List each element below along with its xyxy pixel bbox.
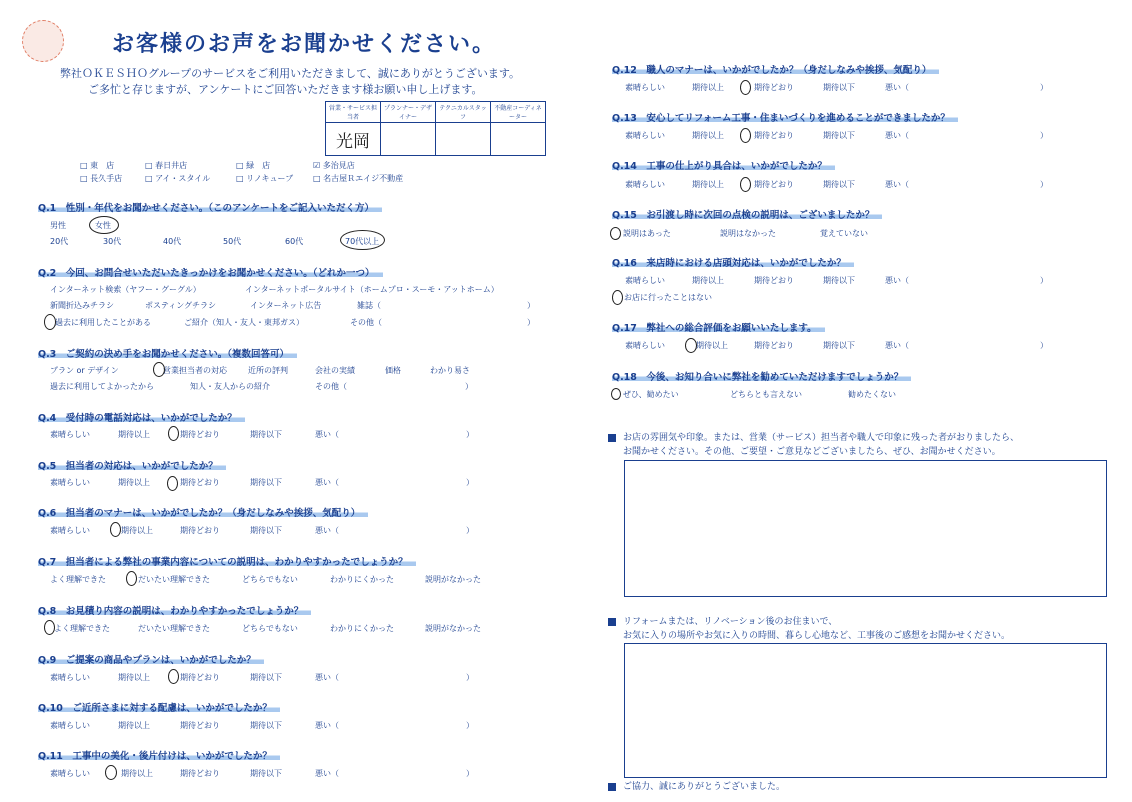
rating-option[interactable]: 素晴らしい xyxy=(50,526,90,535)
staff-cell-technical[interactable] xyxy=(436,123,491,156)
answer-circle-mark xyxy=(105,765,117,780)
q3-option[interactable]: プラン or デザイン xyxy=(50,366,119,375)
rating-paren-close: ） xyxy=(1040,341,1048,350)
rating-paren-close: ） xyxy=(466,430,474,439)
answer-circle-mark xyxy=(110,522,121,537)
staff-cell-sales[interactable] xyxy=(326,123,381,156)
rating-option[interactable]: 期待以上 xyxy=(692,276,724,285)
answer-circle-mark xyxy=(168,426,179,441)
question-3-label: Q.3 ご契約の決め手をお聞かせください。（複数回答可） xyxy=(38,346,297,360)
rating-option[interactable]: 期待以下 xyxy=(250,721,282,730)
q2-option[interactable]: インターネット広告 xyxy=(250,301,322,310)
rating-option[interactable]: 期待どおり xyxy=(180,721,220,730)
rating-option[interactable]: 期待どおり xyxy=(754,276,794,285)
store-option[interactable]: □ アイ・スタイル xyxy=(145,174,211,183)
rating-option[interactable]: 期待以上 xyxy=(696,341,728,350)
understand-option[interactable]: 説明がなかった xyxy=(425,575,481,584)
rating-option[interactable]: 悪い（ xyxy=(315,478,339,487)
staff-header-planner: プランナー・デザイナー xyxy=(381,102,436,123)
answer-circle-mark xyxy=(612,290,623,305)
rating-option[interactable]: 期待どおり xyxy=(754,131,794,140)
staff-header-technical: テクニカルスタッフ xyxy=(436,102,491,123)
footer-bullet xyxy=(608,783,616,791)
rating-paren-close: ） xyxy=(466,526,474,535)
question-5-label: Q.5 担当者の対応は、いかがでしたか？ xyxy=(38,458,226,472)
intro-line-1: 弊社ＯＫＥＳＨＯグループのサービスをご利用いただきまして、誠にありがとうございます。 xyxy=(60,67,521,80)
rating-option[interactable]: 素晴らしい xyxy=(625,83,665,92)
rating-option[interactable]: 悪い（ xyxy=(885,180,909,189)
answer-circle-mark xyxy=(89,216,119,234)
question-12-label: Q.12 職人のマナーは、いかがでしたか？（身だしなみや挨拶、気配り） xyxy=(612,62,939,76)
question-9-label: Q.9 ご提案の商品やプランは、いかがでしたか？ xyxy=(38,652,264,666)
rating-option[interactable]: 期待どおり xyxy=(180,673,220,682)
q2-paren-close: ） xyxy=(527,318,535,327)
section-2-text-2: お気に入りの場所やお気に入りの時間、暮らし心地など、工事後のご感想をお聞かせください。 xyxy=(623,631,1011,641)
q3-option[interactable]: 会社の実績 xyxy=(315,366,355,375)
q3-paren-close: ） xyxy=(465,382,473,391)
question-10-label: Q.10 ご近所さまに対する配慮は、いかがでしたか？ xyxy=(38,700,280,714)
staff-header-sales: 営業・サービス担当者 xyxy=(326,102,381,123)
q18-option[interactable]: ぜひ、勧めたい xyxy=(623,390,679,399)
understand-option[interactable]: どちらでもない xyxy=(242,575,298,584)
understand-option[interactable]: よく理解できた xyxy=(50,575,106,584)
answer-circle-mark xyxy=(610,227,621,240)
store-option-checked[interactable]: ☑ 多治見店 xyxy=(313,161,355,170)
rating-option[interactable]: 素晴らしい xyxy=(50,478,90,487)
rating-option[interactable]: 期待以上 xyxy=(118,478,150,487)
understand-option[interactable]: どちらでもない xyxy=(242,624,298,633)
question-13-label: Q.13 安心してリフォーム工事・住まいづくりを進めることができましたか？ xyxy=(612,110,958,124)
question-6-label: Q.6 担当者のマナーは、いかがでしたか？（身だしなみや挨拶、気配り） xyxy=(38,505,368,519)
q1-age-option[interactable]: 60代 xyxy=(285,237,304,246)
rating-option[interactable]: 素晴らしい xyxy=(625,276,665,285)
question-8-label: Q.8 お見積り内容の説明は、わかりやすかったでしょうか？ xyxy=(38,603,311,617)
q1-age-option[interactable]: 70代以上 xyxy=(345,237,380,246)
rating-paren-close: ） xyxy=(1040,180,1048,189)
rating-option[interactable]: 素晴らしい xyxy=(625,131,665,140)
q3-option[interactable]: 過去に利用してよかったから xyxy=(50,382,154,391)
q18-option[interactable]: どちらとも言えない xyxy=(730,390,802,399)
rating-option[interactable]: 悪い（ xyxy=(885,83,909,92)
q3-option[interactable]: 営業担当者の対応 xyxy=(163,366,227,375)
page-title: お客様のお声をお聞かせください。 xyxy=(112,32,497,57)
rating-option[interactable]: 悪い（ xyxy=(885,131,909,140)
q2-option[interactable]: 過去に利用したことがある xyxy=(55,318,151,327)
rating-option[interactable]: 期待以上 xyxy=(692,131,724,140)
rating-option[interactable]: 期待以下 xyxy=(250,769,282,778)
rating-option[interactable]: 期待以上 xyxy=(118,430,150,439)
q2-paren-close: ） xyxy=(527,301,535,310)
rating-option[interactable]: 期待以上 xyxy=(118,673,150,682)
q15-option[interactable]: 説明はあった xyxy=(623,229,671,238)
rating-option[interactable]: 期待以下 xyxy=(250,526,282,535)
q1-age-option[interactable]: 20代 xyxy=(50,237,69,246)
rating-paren-close: ） xyxy=(466,673,474,682)
section-1-bullet xyxy=(608,434,616,442)
store-option[interactable]: □ 長久手店 xyxy=(80,174,123,183)
q1-age-option[interactable]: 50代 xyxy=(223,237,242,246)
q2-option[interactable]: ご紹介（知人・友人・東邦ガス） xyxy=(184,318,304,327)
q1-age-option[interactable]: 30代 xyxy=(103,237,122,246)
answer-circle-mark xyxy=(153,362,165,377)
rating-option[interactable]: 期待どおり xyxy=(754,341,794,350)
rating-paren-close: ） xyxy=(466,478,474,487)
rating-option[interactable]: 期待以下 xyxy=(823,131,855,140)
question-17-label: Q.17 弊社への総合評価をお願いいたします。 xyxy=(612,320,825,334)
understand-option[interactable]: わかりにくかった xyxy=(330,575,394,584)
understand-option[interactable]: だいたい理解できた xyxy=(138,624,210,633)
staff-cell-realestate[interactable] xyxy=(491,123,546,156)
rating-option[interactable]: 素晴らしい xyxy=(50,721,90,730)
q16-option-never-visited[interactable]: お店に行ったことはない xyxy=(624,293,712,302)
section-2-text-1: リフォームまたは、リノベーション後のお住まいで、 xyxy=(623,617,838,627)
store-option[interactable]: □ 東 店 xyxy=(80,161,115,170)
rating-paren-close: ） xyxy=(466,769,474,778)
rating-option[interactable]: 期待以上 xyxy=(692,180,724,189)
rating-option[interactable]: 素晴らしい xyxy=(50,673,90,682)
rating-option[interactable]: 悪い（ xyxy=(315,769,339,778)
rating-option[interactable]: 期待どおり xyxy=(180,430,220,439)
q1-option-female[interactable]: 女性 xyxy=(95,221,111,230)
section-1-text-2: お聞かせください。その他、ご要望・ご意見などございましたら、ぜひ、お聞かせください。 xyxy=(623,447,1001,457)
q2-option[interactable]: ポスティングチラシ xyxy=(145,301,217,310)
rating-option[interactable]: 期待以下 xyxy=(823,341,855,350)
rating-option[interactable]: 期待以下 xyxy=(250,673,282,682)
question-1-label: Q.1 性別・年代をお聞かせください。（このアンケートをご記入いただく方） xyxy=(38,200,382,214)
answer-circle-mark xyxy=(611,388,621,400)
q1-age-option[interactable]: 40代 xyxy=(163,237,182,246)
question-14-label: Q.14 工事の仕上がり具合は、いかがでしたか？ xyxy=(612,158,835,172)
rating-option[interactable]: 素晴らしい xyxy=(50,430,90,439)
comment-box-2[interactable] xyxy=(624,643,1107,778)
section-2-bullet xyxy=(608,618,616,626)
answer-circle-mark xyxy=(126,571,137,586)
q3-option[interactable]: 知人・友人からの紹介 xyxy=(190,382,270,391)
q2-option[interactable]: 雑誌（ xyxy=(357,301,381,310)
question-18-label: Q.18 今後、お知り合いに弊社を勧めていただけますでしょうか？ xyxy=(612,369,911,383)
store-option[interactable]: □ 春日井店 xyxy=(145,161,188,170)
q18-option[interactable]: 勧めたくない xyxy=(848,390,896,399)
understand-option[interactable]: 説明がなかった xyxy=(425,624,481,633)
staff-header-realestate: 不動産コーディネーター xyxy=(491,102,546,123)
rating-option[interactable]: 期待以上 xyxy=(121,769,153,778)
answer-circle-mark xyxy=(740,177,751,192)
q2-option[interactable]: インターネットポータルサイト（ホームプロ・スーモ・アットホーム） xyxy=(245,285,499,294)
rating-option[interactable]: 期待以上 xyxy=(118,721,150,730)
store-option[interactable]: □ 緑 店 xyxy=(236,161,271,170)
rating-option[interactable]: 期待どおり xyxy=(180,526,220,535)
rating-option[interactable]: 素晴らしい xyxy=(625,180,665,189)
rating-option[interactable]: 期待どおり xyxy=(754,83,794,92)
store-option[interactable]: □ 名古屋Ｒエイジ不動産 xyxy=(313,174,404,183)
rating-option[interactable]: 素晴らしい xyxy=(625,341,665,350)
rating-option[interactable]: 悪い（ xyxy=(315,526,339,535)
rating-paren-close: ） xyxy=(1040,276,1048,285)
answer-circle-mark xyxy=(740,80,751,95)
company-seal-stamp xyxy=(22,20,64,62)
q2-option[interactable]: その他（ xyxy=(350,318,382,327)
rating-option[interactable]: 期待以下 xyxy=(823,276,855,285)
question-2-label: Q.2 今回、お問合せいただいたきっかけをお聞かせください。（どれか一つ） xyxy=(38,265,383,279)
q3-option[interactable]: 近所の評判 xyxy=(248,366,288,375)
rating-option[interactable]: 素晴らしい xyxy=(50,769,90,778)
question-7-label: Q.7 担当者による弊社の事業内容についての説明は、わかりやすかったでしょうか？ xyxy=(38,554,416,568)
understand-option[interactable]: よく理解できた xyxy=(54,624,110,633)
rating-option[interactable]: 期待以上 xyxy=(692,83,724,92)
rating-option[interactable]: 期待以上 xyxy=(121,526,153,535)
rating-option[interactable]: 期待どおり xyxy=(180,769,220,778)
rating-option[interactable]: 悪い（ xyxy=(315,430,339,439)
rating-option[interactable]: 悪い（ xyxy=(885,276,909,285)
q1-option-male[interactable]: 男性 xyxy=(50,221,66,230)
q2-option[interactable]: 新聞折込みチラシ xyxy=(50,301,114,310)
staff-table xyxy=(325,101,546,156)
q3-option[interactable]: その他（ xyxy=(315,382,347,391)
question-4-label: Q.4 受付時の電話対応は、いかがでしたか？ xyxy=(38,410,245,424)
question-16-label: Q.16 来店時における店頭対応は、いかがでしたか？ xyxy=(612,255,854,269)
comment-box-1[interactable] xyxy=(624,460,1107,597)
rating-option[interactable]: 期待どおり xyxy=(754,180,794,189)
rating-option[interactable]: 悪い（ xyxy=(885,341,909,350)
q15-option[interactable]: 覚えていない xyxy=(820,229,868,238)
question-11-label: Q.11 工事中の美化・後片付けは、いかがでしたか？ xyxy=(38,748,280,762)
section-1-text-1: お店の雰囲気や印象。または、営業（サービス）担当者や職人で印象に残った者がおりましたら、 xyxy=(623,433,1020,443)
rating-option[interactable]: 悪い（ xyxy=(315,673,339,682)
rating-option[interactable]: 期待以下 xyxy=(823,83,855,92)
answer-circle-mark xyxy=(168,669,179,684)
rating-paren-close: ） xyxy=(466,721,474,730)
rating-option[interactable]: 期待どおり xyxy=(180,478,220,487)
q3-option[interactable]: わかり易さ xyxy=(430,366,470,375)
staff-cell-planner[interactable] xyxy=(381,123,436,156)
question-15-label: Q.15 お引渡し時に次回の点検の説明は、ございましたか？ xyxy=(612,207,882,221)
answer-circle-mark xyxy=(340,230,385,250)
answer-circle-mark xyxy=(740,128,751,143)
rating-option[interactable]: 悪い（ xyxy=(315,721,339,730)
rating-option[interactable]: 期待以下 xyxy=(823,180,855,189)
q3-option[interactable]: 価格 xyxy=(385,366,401,375)
understand-option[interactable]: わかりにくかった xyxy=(330,624,394,633)
footer-thanks: ご協力、誠にありがとうございました。 xyxy=(623,782,786,792)
rating-option[interactable]: 期待以下 xyxy=(250,430,282,439)
intro-line-2: ご多忙と存じますが、アンケートにご回答いただきます様お願い申し上げます。 xyxy=(88,83,483,96)
rating-paren-close: ） xyxy=(1040,83,1048,92)
store-option[interactable]: □ リノキューブ xyxy=(236,174,294,183)
q2-option[interactable]: インターネット検索（ヤフー・グーグル） xyxy=(50,285,201,294)
rating-paren-close: ） xyxy=(1040,131,1048,140)
understand-option[interactable]: だいたい理解できた xyxy=(138,575,210,584)
answer-circle-mark xyxy=(167,476,178,491)
q15-option[interactable]: 説明はなかった xyxy=(720,229,776,238)
staff-handwritten-name: 光岡 xyxy=(336,131,370,152)
rating-option[interactable]: 期待以下 xyxy=(250,478,282,487)
answer-circle-mark xyxy=(44,314,56,330)
